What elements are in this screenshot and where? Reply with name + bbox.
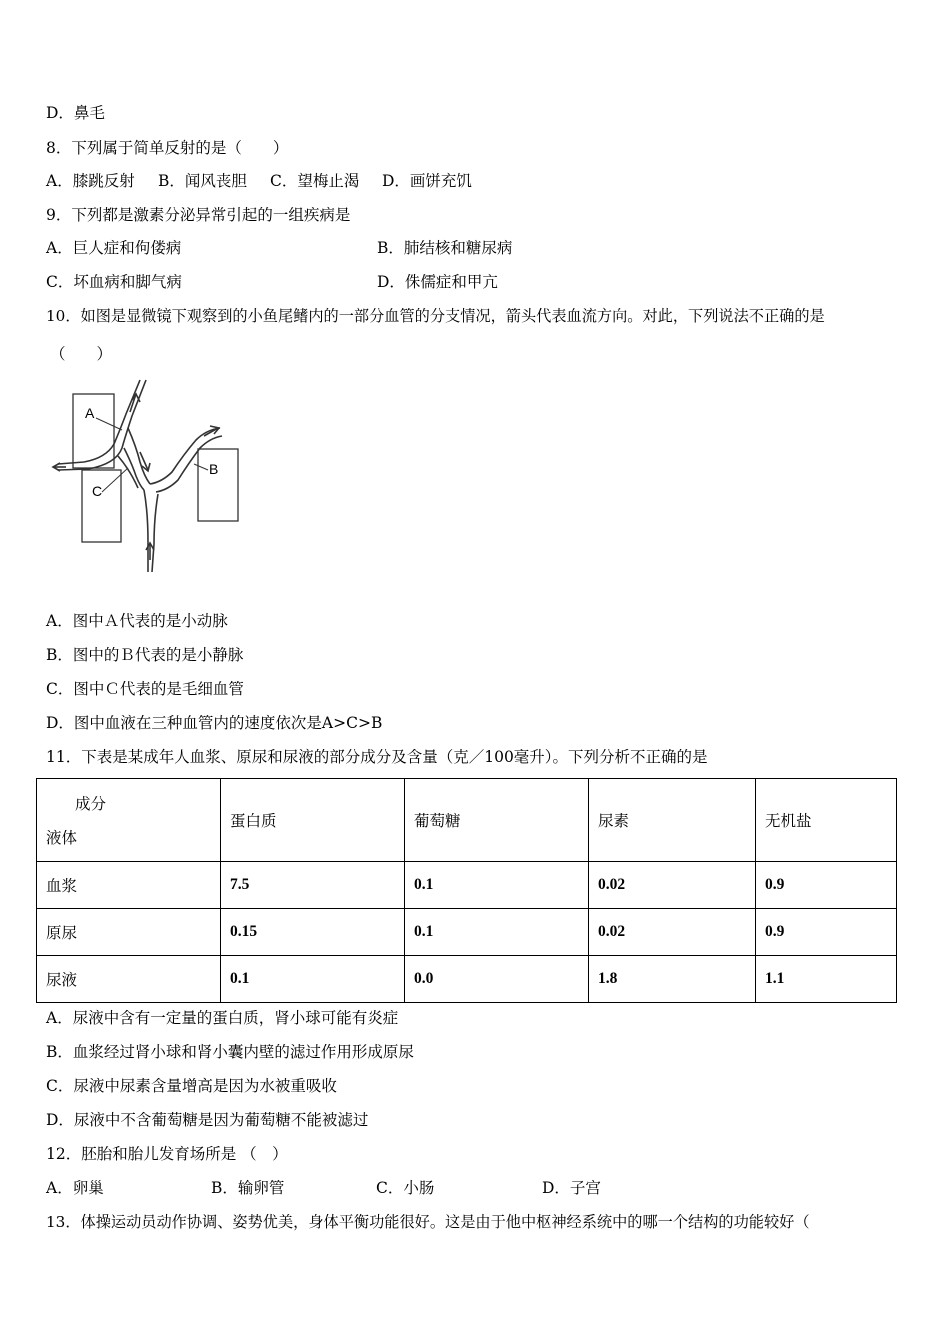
q12-stem: 12．胚胎和胎儿发育场所是 （ ） [46, 1145, 288, 1163]
cell: 1.8 [589, 956, 756, 1003]
q12-option-b: B．输卵管 [211, 1179, 285, 1197]
q11-option-c: C．尿液中尿素含量增高是因为水被重吸收 [46, 1077, 337, 1095]
cell: 0.0 [405, 956, 589, 1003]
q12-option-d: D．子宫 [542, 1179, 601, 1197]
header-salt: 无机盐 [756, 779, 897, 862]
cell: 0.1 [405, 862, 589, 909]
q7-option-d: D．鼻毛 [46, 104, 105, 122]
corner-top: 成分 [75, 795, 107, 813]
q9-stem: 9．下列都是激素分泌异常引起的一组疾病是 [46, 206, 351, 224]
cell: 0.9 [756, 862, 897, 909]
row-name: 尿液 [37, 956, 221, 1003]
cell: 1.1 [756, 956, 897, 1003]
q9-option-b: B．肺结核和糖尿病 [377, 239, 513, 257]
q8-option-a: A．膝跳反射 [46, 172, 135, 190]
q10-stem: 10．如图是显微镜下观察到的小鱼尾鳍内的一部分血管的分支情况，箭头代表血流方向。对此，下列说法不正确的是 [46, 307, 825, 325]
header-urea: 尿素 [589, 779, 756, 862]
table-row [37, 862, 897, 909]
table-row [37, 909, 897, 956]
table-row [37, 956, 897, 1003]
q10-option-d: D．图中血液在三种血管内的速度依次是A>C>B [46, 714, 383, 732]
header-glucose: 葡萄糖 [405, 779, 589, 862]
q8-option-b: B．闻风丧胆 [158, 172, 247, 190]
blood-vessel-diagram [44, 372, 254, 582]
table-corner [37, 779, 221, 862]
cell: 0.02 [589, 909, 756, 956]
q10-paren: （ ） [50, 345, 113, 363]
q11-option-a: A．尿液中含有一定量的蛋白质，肾小球可能有炎症 [46, 1009, 399, 1027]
cell: 0.15 [221, 909, 405, 956]
q8-option-d: D．画饼充饥 [382, 172, 472, 190]
q8-option-c: C．望梅止渴 [270, 172, 360, 190]
cell: 0.02 [589, 862, 756, 909]
q11-option-d: D．尿液中不含葡萄糖是因为葡萄糖不能被滤过 [46, 1111, 369, 1129]
q10-option-c: C．图中Ｃ代表的是毛细血管 [46, 680, 244, 698]
cell: 0.1 [405, 909, 589, 956]
composition-table [36, 778, 897, 1003]
q11-option-b: B．血浆经过肾小球和肾小囊内壁的滤过作用形成原尿 [46, 1043, 414, 1061]
q9-option-a: A．巨人症和佝偻病 [46, 239, 182, 257]
q9-option-c: C．坏血病和脚气病 [46, 273, 182, 291]
label-a: A [85, 405, 95, 421]
q9-option-d: D．侏儒症和甲亢 [377, 273, 498, 291]
label-b: B [209, 461, 219, 477]
cell: 7.5 [221, 862, 405, 909]
label-c: C [92, 483, 103, 499]
row-name: 原尿 [37, 909, 221, 956]
q13-stem: 13．体操运动员动作协调、姿势优美，身体平衡功能很好。这是由于他中枢神经系统中的哪一个结构的功能较好（ [46, 1213, 810, 1231]
q12-option-c: C．小肠 [376, 1179, 435, 1197]
q8-stem: 8．下列属于简单反射的是（ ） [46, 139, 289, 157]
q10-option-b: B．图中的Ｂ代表的是小静脉 [46, 646, 244, 664]
cell: 0.1 [221, 956, 405, 1003]
q11-stem: 11．下表是某成年人血浆、原尿和尿液的部分成分及含量（克／100毫升）。下列分析不正确的是 [46, 748, 708, 766]
cell: 0.9 [756, 909, 897, 956]
corner-bottom: 液体 [46, 829, 78, 847]
q12-option-a: A．卵巢 [46, 1179, 104, 1197]
header-protein: 蛋白质 [221, 779, 405, 862]
table-header-row [37, 779, 897, 862]
q10-option-a: A．图中Ａ代表的是小动脉 [46, 612, 228, 630]
row-name: 血浆 [37, 862, 221, 909]
